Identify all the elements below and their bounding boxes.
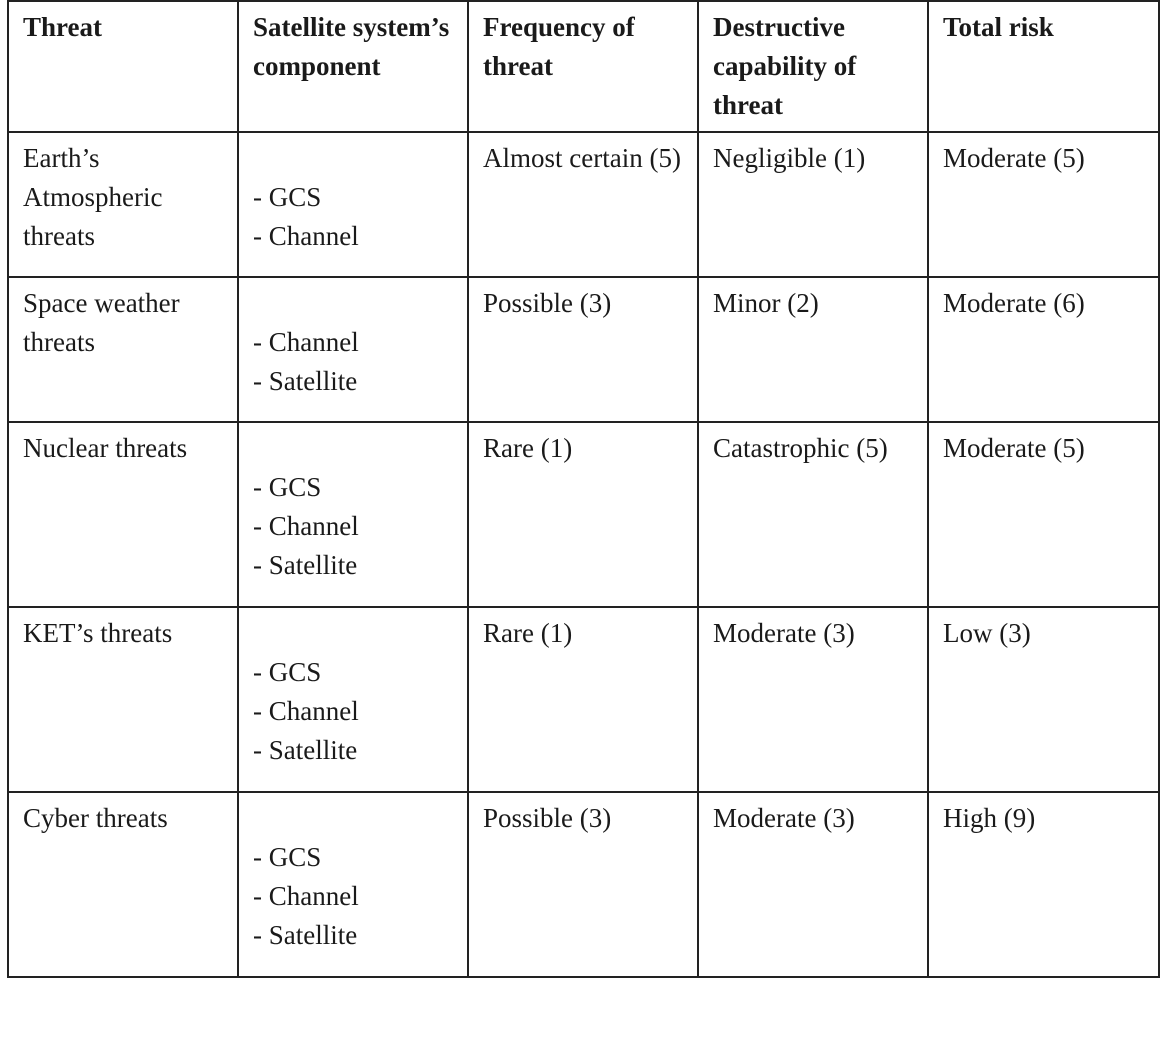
cell-total-risk: Moderate (5) [928,132,1159,277]
component-item: - Satellite [253,550,358,580]
cell-destructive: Negligible (1) [698,132,928,277]
component-item: - Satellite [253,735,358,765]
component-item: - Satellite [253,366,358,396]
cell-destructive: Catastrophic (5) [698,422,928,607]
table-row [8,607,1159,792]
cell-frequency: Rare (1) [468,607,698,792]
cell-threat: Space weather threats [8,277,238,422]
threat-risk-table [7,0,1160,978]
cell-destructive: Moderate (3) [698,607,928,792]
cell-threat: Nuclear threats [8,422,238,607]
cell-components [238,132,468,277]
component-item: - Channel [253,881,359,911]
cell-total-risk: High (9) [928,792,1159,977]
component-item: - Channel [253,221,359,251]
cell-frequency: Rare (1) [468,422,698,607]
component-item: - GCS [253,472,322,502]
component-item: - Satellite [253,920,358,950]
cell-destructive: Minor (2) [698,277,928,422]
component-item: - GCS [253,182,322,212]
table-row [8,277,1159,422]
header-total-risk: Total risk [928,1,1159,132]
cell-total-risk: Moderate (5) [928,422,1159,607]
cell-threat: KET’s threats [8,607,238,792]
table-row [8,132,1159,277]
cell-components [238,277,468,422]
component-item: - Channel [253,327,359,357]
component-item: - Channel [253,696,359,726]
header-frequency: Frequency of threat [468,1,698,132]
component-item: - GCS [253,842,322,872]
header-threat: Threat [8,1,238,132]
header-destructive: Destructive capability of threat [698,1,928,132]
cell-frequency: Possible (3) [468,277,698,422]
cell-total-risk: Low (3) [928,607,1159,792]
cell-threat: Earth’s Atmospheric threats [8,132,238,277]
header-component: Satellite system’s component [238,1,468,132]
table-row [8,792,1159,977]
component-item: - GCS [253,657,322,687]
cell-components [238,422,468,607]
table-row [8,422,1159,607]
cell-components [238,792,468,977]
cell-total-risk: Moderate (6) [928,277,1159,422]
component-item: - Channel [253,511,359,541]
table-header-row [8,1,1159,132]
cell-destructive: Moderate (3) [698,792,928,977]
cell-components [238,607,468,792]
cell-threat: Cyber threats [8,792,238,977]
cell-frequency: Possible (3) [468,792,698,977]
cell-frequency: Almost certain (5) [468,132,698,277]
